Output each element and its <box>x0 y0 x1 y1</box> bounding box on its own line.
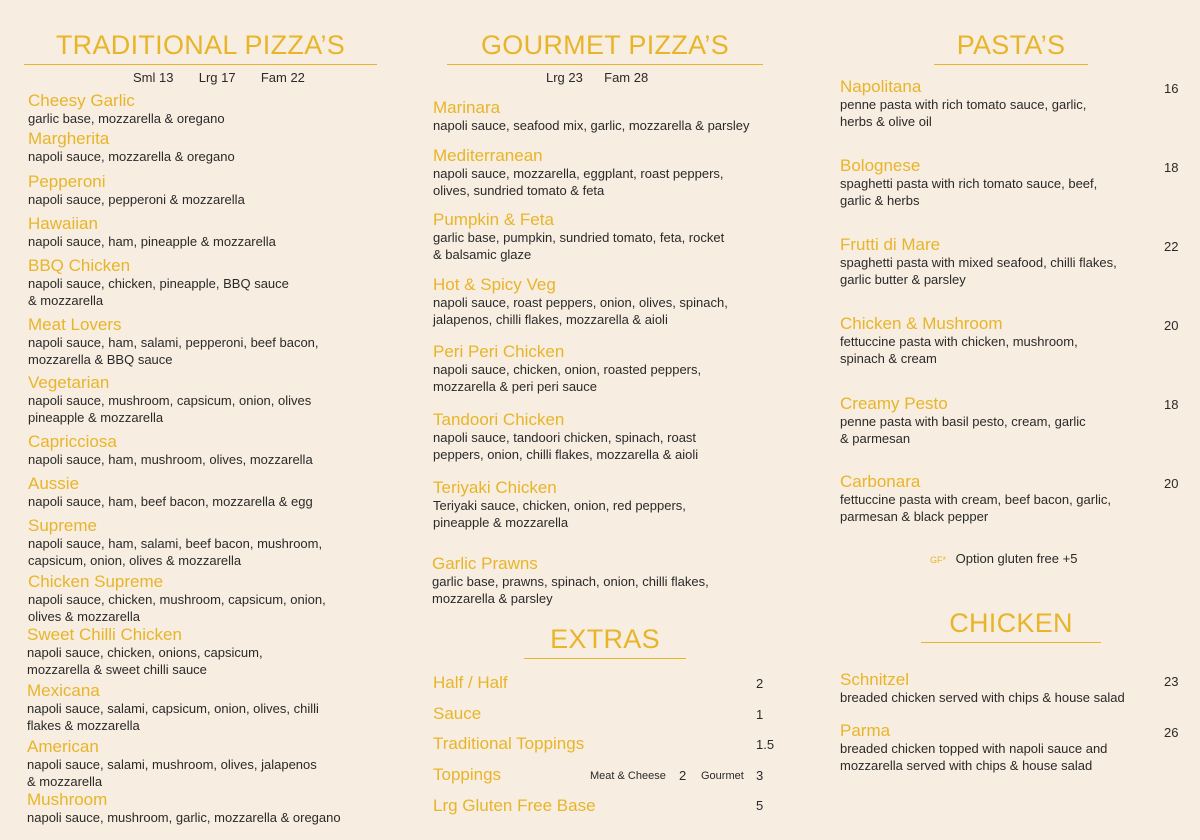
menu-item-marinara <box>433 99 749 134</box>
item-name: Schnitzel <box>840 670 909 689</box>
item-name: Cheesy Garlic <box>28 91 135 110</box>
item-description: garlic base, mozzarella & oregano <box>28 111 225 126</box>
item-name: Garlic Prawns <box>432 554 538 573</box>
menu-item-hot-spicy-veg <box>433 276 728 328</box>
item-description: penne pasta with basil pesto, cream, garlic & parmesan <box>840 414 1086 446</box>
extra-toppings-meat-cheese-price: 2 <box>679 768 687 783</box>
item-name: Hawaiian <box>28 214 98 233</box>
extra-sauce: Sauce <box>433 704 482 723</box>
extra-traditional-toppings-price: 1.5 <box>756 737 775 752</box>
menu-item-vegetarian <box>28 374 311 426</box>
napolitana-price: 16 <box>1164 81 1179 96</box>
traditional-pizzas-title: TRADITIONAL PIZZA’S <box>24 32 377 65</box>
item-name: Pumpkin & Feta <box>433 210 554 229</box>
chicken-mushroom-price: 20 <box>1164 318 1179 333</box>
item-name: Sweet Chilli Chicken <box>27 625 182 644</box>
menu-item-american <box>27 738 317 790</box>
item-description: napoli sauce, chicken, pineapple, BBQ sauce & mozzarella <box>28 276 289 308</box>
menu-item-frutti-di-mare <box>840 236 1117 288</box>
item-description: napoli sauce, seafood mix, garlic, mozzarella & parsley <box>433 118 750 133</box>
item-name: Margherita <box>28 129 110 148</box>
item-description: napoli sauce, ham, beef bacon, mozzarella & egg <box>28 494 313 509</box>
item-name: Mediterranean <box>433 146 543 165</box>
item-description: fettuccine pasta with chicken, mushroom, spinach & cream <box>840 334 1078 366</box>
item-name: Napolitana <box>840 77 922 96</box>
menu-item-chicken-mushroom <box>840 315 1078 367</box>
carbonara-price: 20 <box>1164 476 1179 491</box>
item-description: napoli sauce, pepperoni & mozzarella <box>28 192 245 207</box>
item-description: penne pasta with rich tomato sauce, garlic, herbs & olive oil <box>840 97 1087 129</box>
gf-note-text: Option gluten free +5 <box>955 551 1078 566</box>
item-description: napoli sauce, ham, mushroom, olives, mozzarella <box>28 452 313 467</box>
item-name: Mexicana <box>27 681 100 700</box>
extra-half-half-price: 2 <box>756 676 764 691</box>
menu-item-pumpkin-feta <box>433 211 724 263</box>
extra-toppings-meat-cheese-label: Meat & Cheese <box>590 770 666 782</box>
gluten-free-note <box>930 551 1077 566</box>
item-description: breaded chicken served with chips & house salad <box>840 690 1125 705</box>
item-name: Meat Lovers <box>28 315 122 334</box>
extra-toppings-gourmet-price: 3 <box>756 768 764 783</box>
chicken-title: CHICKEN <box>921 610 1101 643</box>
item-description: napoli sauce, tandoori chicken, spinach, roast peppers, onion, chilli flakes, mozzarella & aioli <box>433 430 699 462</box>
size-large-price: Lrg 23 <box>546 70 583 85</box>
size-family-price: Fam 22 <box>260 70 305 85</box>
extra-lrg-gluten-free-base: Lrg Gluten Free Base <box>433 796 596 815</box>
extras-title: EXTRAS <box>524 626 686 659</box>
item-name: Peri Peri Chicken <box>433 342 565 361</box>
menu-item-cheesy-garlic <box>28 92 225 127</box>
item-description: spaghetti pasta with rich tomato sauce, beef, garlic & herbs <box>840 176 1098 208</box>
menu-item-bolognese <box>840 157 1097 209</box>
creamy-pesto-price: 18 <box>1164 397 1179 412</box>
menu-item-napolitana <box>840 78 1086 130</box>
item-description: breaded chicken topped with napoli sauce and mozzarella served with chips & house salad <box>840 741 1108 773</box>
item-name: BBQ Chicken <box>28 256 131 275</box>
item-name: Tandoori Chicken <box>433 410 565 429</box>
schnitzel-price: 23 <box>1164 674 1179 689</box>
menu-item-mexicana <box>27 682 319 734</box>
size-family-price: Fam 28 <box>604 70 649 85</box>
menu-item-chicken-supreme <box>28 573 326 625</box>
menu-item-meat-lovers <box>28 316 319 368</box>
extra-traditional-toppings: Traditional Toppings <box>433 734 585 753</box>
gf-tag: GF* <box>930 555 947 565</box>
item-description: Teriyaki sauce, chicken, onion, red peppers, pineapple & mozzarella <box>433 498 686 530</box>
item-name: Creamy Pesto <box>840 394 948 413</box>
menu-item-supreme <box>28 517 322 569</box>
item-description: garlic base, prawns, spinach, onion, chilli flakes, mozzarella & parsley <box>432 574 709 606</box>
item-description: napoli sauce, ham, salami, pepperoni, beef bacon, mozzarella & BBQ sauce <box>28 335 319 367</box>
item-description: napoli sauce, salami, capsicum, onion, olives, chilli flakes & mozzarella <box>27 701 319 733</box>
menu-item-capricciosa <box>28 433 313 468</box>
item-name: Capricciosa <box>28 432 117 451</box>
item-description: napoli sauce, mozzarella & oregano <box>28 149 235 164</box>
item-description: napoli sauce, mushroom, capsicum, onion, olives pineapple & mozzarella <box>28 393 312 425</box>
menu-item-aussie <box>28 475 313 510</box>
menu-item-sweet-chilli-chicken <box>27 626 263 678</box>
item-description: napoli sauce, chicken, mushroom, capsicum, onion, olives & mozzarella <box>28 592 326 624</box>
bolognese-price: 18 <box>1164 160 1179 175</box>
item-name: American <box>27 737 99 756</box>
item-description: fettuccine pasta with cream, beef bacon, garlic, parmesan & black pepper <box>840 492 1111 524</box>
parma-price: 26 <box>1164 725 1179 740</box>
item-description: napoli sauce, chicken, onions, capsicum, mozzarella & sweet chilli sauce <box>27 645 263 677</box>
item-name: Carbonara <box>840 472 921 491</box>
pastas-title: PASTA’S <box>934 32 1088 65</box>
traditional-size-prices <box>133 70 305 85</box>
item-name: Teriyaki Chicken <box>433 478 557 497</box>
menu-item-creamy-pesto <box>840 395 1086 447</box>
menu-item-carbonara <box>840 473 1111 525</box>
gourmet-pizzas-title: GOURMET PIZZA’S <box>447 32 763 65</box>
extra-toppings-gourmet-label: Gourmet <box>701 770 744 782</box>
menu-item-teriyaki-chicken <box>433 479 686 531</box>
frutti-di-mare-price: 22 <box>1164 239 1179 254</box>
menu-item-parma <box>840 722 1107 774</box>
menu-item-hawaiian <box>28 215 276 250</box>
extra-lrg-gluten-free-base-price: 5 <box>756 798 764 813</box>
item-description: napoli sauce, roast peppers, onion, olives, spinach, jalapenos, chilli flakes, mozzarella & aioli <box>433 295 728 327</box>
gourmet-size-prices <box>546 70 648 85</box>
item-description: napoli sauce, ham, salami, beef bacon, mushroom, capsicum, onion, olives & mozzarella <box>28 536 323 568</box>
item-name: Supreme <box>28 516 97 535</box>
menu-item-margherita <box>28 130 235 165</box>
menu-item-mediterranean <box>433 147 724 199</box>
menu-item-bbq-chicken <box>28 257 289 309</box>
size-small-price: Sml 13 <box>133 70 174 85</box>
item-description: spaghetti pasta with mixed seafood, chilli flakes, garlic butter & parsley <box>840 255 1117 287</box>
item-description: garlic base, pumpkin, sundried tomato, feta, rocket & balsamic glaze <box>433 230 725 262</box>
item-name: Chicken Supreme <box>28 572 164 591</box>
item-name: Hot & Spicy Veg <box>433 275 556 294</box>
item-description: napoli sauce, ham, pineapple & mozzarella <box>28 234 276 249</box>
item-description: napoli sauce, salami, mushroom, olives, jalapenos & mozzarella <box>27 757 317 789</box>
menu-item-garlic-prawns <box>432 555 709 607</box>
item-name: Mushroom <box>27 790 108 809</box>
item-name: Aussie <box>28 474 80 493</box>
menu-item-mushroom <box>27 791 341 826</box>
item-name: Frutti di Mare <box>840 235 941 254</box>
item-description: napoli sauce, chicken, onion, roasted peppers, mozzarella & peri peri sauce <box>433 362 702 394</box>
item-name: Pepperoni <box>28 172 106 191</box>
extra-half-half: Half / Half <box>433 673 508 692</box>
menu-item-peri-peri-chicken <box>433 343 701 395</box>
extra-toppings: Toppings <box>433 765 502 784</box>
item-name: Marinara <box>433 98 501 117</box>
menu-item-schnitzel <box>840 671 1125 706</box>
menu-item-pepperoni <box>28 173 245 208</box>
menu-item-tandoori-chicken <box>433 411 698 463</box>
item-description: napoli sauce, mushroom, garlic, mozzarella & oregano <box>27 810 341 825</box>
size-large-price: Lrg 17 <box>198 70 236 85</box>
item-name: Bolognese <box>840 156 921 175</box>
extra-sauce-price: 1 <box>756 707 764 722</box>
item-description: napoli sauce, mozzarella, eggplant, roast peppers, olives, sundried tomato & feta <box>433 166 724 198</box>
item-name: Vegetarian <box>28 373 110 392</box>
item-name: Chicken & Mushroom <box>840 314 1003 333</box>
item-name: Parma <box>840 721 891 740</box>
